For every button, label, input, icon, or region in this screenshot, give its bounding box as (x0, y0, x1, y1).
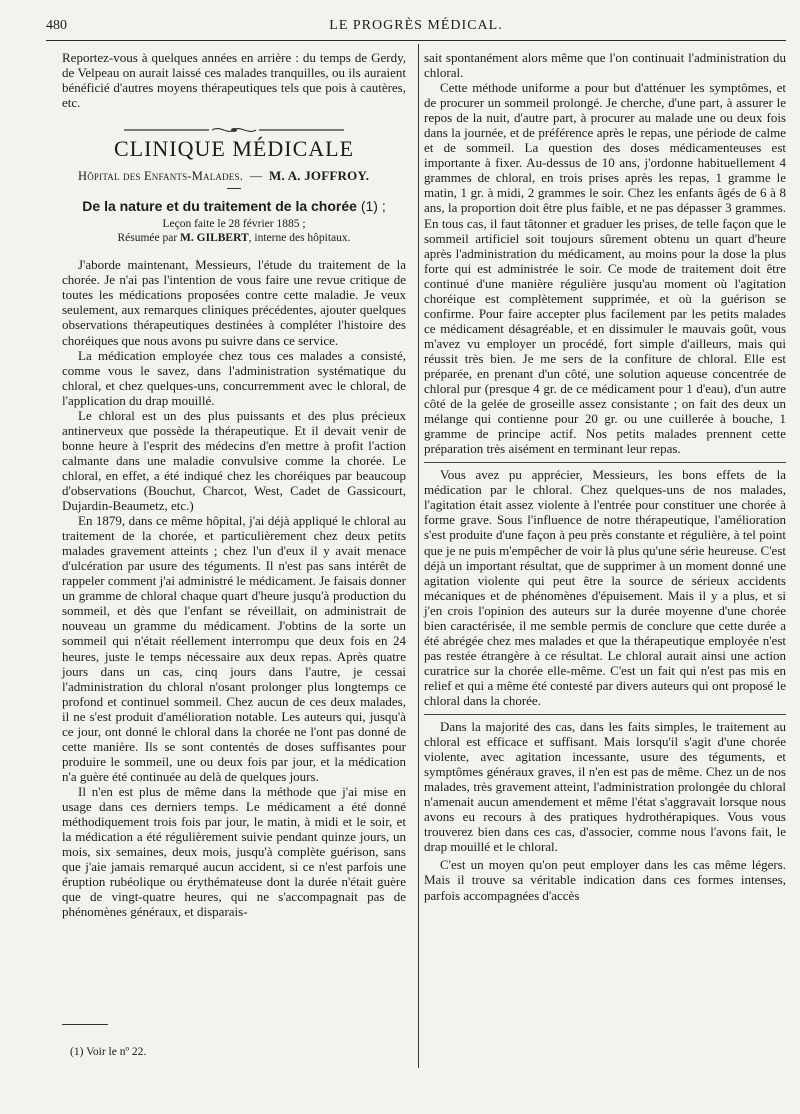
footnote: (1) Voir le nº 22. (70, 1046, 147, 1058)
body-paragraph: Le chloral est un des plus puissants et des plus précieux antinerveux que possède la thérapeutique. Et il devait venir de bonne heure à l'esprit des médecins d'en mettre à profit l'action calmante dans une maladie convulsive comme la chorée. Le chloral, en effet, a été indiqué chez les choréiques par beaucoup d'observations (Bouchut, Charcot, West, Cadet de Gassicourt, Dujardin-Beaumetz, etc.) (62, 407, 406, 514)
page-header (46, 14, 786, 41)
body-paragraph: Vous avez pu apprécier, Messieurs, les bons effets de la médication par le chloral. Chez quelques-uns de nos malades, l'agitation était assez violente à l'entrée pour constituer une chorée à forme grave. Sous l'influence de notre thérapeutique, l'amélioration s'est produite d'une façon à peu près constante et régulière, à tel point que je ne puis m'empêcher de voir là plus qu'une série heureuse. C'est déjà un important résultat, que de supprimer à un moment donné une agitation violente qui peut être la source de sérieux accidents mécaniques et de phénomènes d'épuisement. Mais il y a plus, et si j'en crois l'opinion des auteurs sur la durée moyenne d'une chorée bien caractérisée, il me semble permis de conclure que cette durée a été abrégée chez mes malades et que la thérapeutique employée n'est pas restée étrangère à ce résultat. Le chloral aurait ainsi une action curatrice sur la chorée elle-même. C'est un fait qui n'est pas mis en relief et qui a même été contesté par divers auteurs qui ont proposé le chloral dans la chorée. (424, 462, 786, 708)
body-paragraph: Cette méthode uniforme a pour but d'atténuer les symptômes, et de procurer un sommeil prolongé. Je cherche, d'une part, à assurer le repos de la nuit, d'autre part, à procurer au malade une ou deux fois dans la journée, et de préférence après le repas, une période de calme et de sommeil. La question des doses médicamenteuses est importante à fixer. Au-dessus de 10 ans, j'ordonne habituellement 4 grammes de chloral, en trois prises après les repas, 1 gramme le matin, 1 gr. à midi, 2 grammes le soir. Chez les enfants âgés de 6 à 8 ans, la proportion doit être plus faible, et ne pas dépasser 3 grammes. En tous cas, il faut tâtonner et graduer les prises, de telle façon que le sommeil artificiel soit toujours sûrement obtenu un quart d'heure après l'administration du médicament, au moins pour la dose la plus forte qui est administrée le soir. Ce mode de traitement doit être continué d'une manière régulière jusqu'au moment où l'agitation choréique est complètement supprimée, et où la guérison se confirme. Pour faire accepter plus facilement par les petits malades ce médicament désagréable, et en dissimuler le mauvais goût, vous m'avez vu employer un procédé, fort simple d'ailleurs, mais qui réussit très bien. Je me sers de la confiture de chloral. Elle est préparée, en prenant d'un côté, une solution aqueuse concentrée de chloral pur (presque 4 gr. de ce médicament pour 1 d'eau), d'un autre côté de la gelée de groseille assez consistante ; on fait des deux un mélange qui contienne pour 20 gr. ou une cuillerée à bouche, 1 gramme de principe actif. Nos petits malades prennent cette préparation très aisément en terminant leur repas. (424, 80, 786, 457)
footnote-rule (62, 1024, 108, 1025)
column-divider (418, 44, 419, 1068)
lecture-date: Leçon faite le 28 février 1885 ; (162, 218, 306, 231)
body-paragraph: Dans la majorité des cas, dans les faits simples, le traitement au chloral est efficace et suffisant. Mais lorsqu'il s'agit d'une chorée violente, avec agitation incessante, usure des téguments, et symptômes généraux graves, il n'en est pas de même. Chez un de nos malades, très gravement atteint, l'administration prolongée du chloral n'amenait aucun amendement et même l'état s'aggravait lorsque nous avons eu recours à des pratiques hydrothérapiques. Vous vous trouverez bien dans ces cas, d'associer, comme nous l'avons fait, le drap mouillé et le chloral. (424, 714, 786, 854)
body-paragraph: Il n'en est plus de même dans la méthode que j'ai mise en usage dans ces derniers temps. Le médicament a été donné méthodiquement trois fois par jour, le matin, à midi et le soir, et la médication a été régulièrement suivie pendant quinze jours, un mois, six semaines, deux mois, jusqu'à complète guérison, sans que j'aie jamais remarqué aucun accident, si ce n'est parfois une éruption rubéolique ou érythémateuse dont la durée n'était guère que de vingt-quatre heures, qui ne s'accompagnait pas de phénomènes généraux, et disparais- (62, 783, 406, 920)
left-column (62, 50, 406, 919)
author-name: M. A. JOFFROY. (269, 168, 370, 184)
short-rule (227, 188, 241, 189)
body-paragraph: La médication employée chez tous ces malades a consisté, comme vous le savez, dans l'administration systématique du chloral, et chez quelques-uns, concurremment avec le chloral, de l'application du drap mouillé. (62, 347, 406, 408)
section-title: CLINIQUE MÉDICALE (113, 136, 355, 162)
hospital-line (62, 168, 406, 184)
summary-credit (62, 231, 406, 245)
body-paragraph: J'aborde maintenant, Messieurs, l'étude du traitement de la chorée. Je n'ai pas l'intention de vous faire une revue critique de toutes les médications proposées contre cette maladie. Je veux seulement, aux remarques cliniques précédentes, ajouter quelques observations thérapeutiques destinées à compléter l'histoire des choréiques que nous avons pu suivre dans ce service. (62, 257, 406, 348)
body-paragraph: C'est un moyen qu'on peut employer dans les cas même légers. Mais il trouve sa véritable indication dans ces formes intenses, parfois accompagnées d'accès (424, 857, 786, 903)
hospital-dash: — (249, 169, 263, 184)
summary-suffix: , interne des hôpitaux. (248, 232, 351, 245)
body-paragraph: sait spontanément alors même que l'on continuait l'administration du chloral. (424, 50, 786, 81)
right-column (424, 50, 786, 903)
summary-prefix: Résumée par (117, 232, 178, 245)
footnote-marker: (1) ; (360, 198, 386, 215)
page-number: 480 (46, 18, 67, 33)
summary-author: M. GILBERT (180, 232, 249, 245)
article-title-text: De la nature et du traitement de la chorée (82, 198, 357, 215)
running-title: LE PROGRÈS MÉDICAL. (329, 18, 503, 33)
article-title (62, 199, 406, 214)
body-paragraph: En 1879, dans ce même hôpital, j'ai déjà appliqué le chloral au traitement de la chorée, et particulièrement chez deux petits malades gravement atteints ; chez l'un d'eux il y avait menace d'ulcération par usure des téguments. Il n'est pas sans intérêt de rappeler comment j'ai administré le médicament. Je faisais donner un gramme de chloral chaque quart d'heure jusqu'à production du sommeil, et dès que l'enfant se réveillait, on administrait de nouveau un gramme du médicament. J'obtins de la sorte un sommeil qui n'était réellement interrompu que deux fois en 24 heures, juste le temps nécessaire aux deux repas. Après quatre jours dans un cas, cinq jours dans l'autre, je cessai l'administration du chloral n'osant prolonger plus longtemps ce profond et continuel sommeil. Chez aucun de ces deux malades, il ne s'est produit d'amélioration notable. Les auteurs qui, jusqu'à ce jour, ont donné le chloral dans la chorée ne l'ont pas donné de cette manière. Ils se sont contentés de doses suffisantes pour produire le sommeil, une ou deux fois par jour, et la médication n'a guère été continuée au delà de quelques jours. (62, 513, 406, 784)
intro-paragraph: Reportez-vous à quelques années en arrière : du temps de Gerdy, de Velpeau on aurait laissé ces malades tranquilles, ou ils auraient bénéficié d'autres moyens thérapeutiques tels que pois à cautères, etc. (62, 50, 406, 111)
hospital-name: Hôpital des Enfants-Malades. (78, 169, 244, 184)
ornamental-rule (62, 122, 406, 130)
